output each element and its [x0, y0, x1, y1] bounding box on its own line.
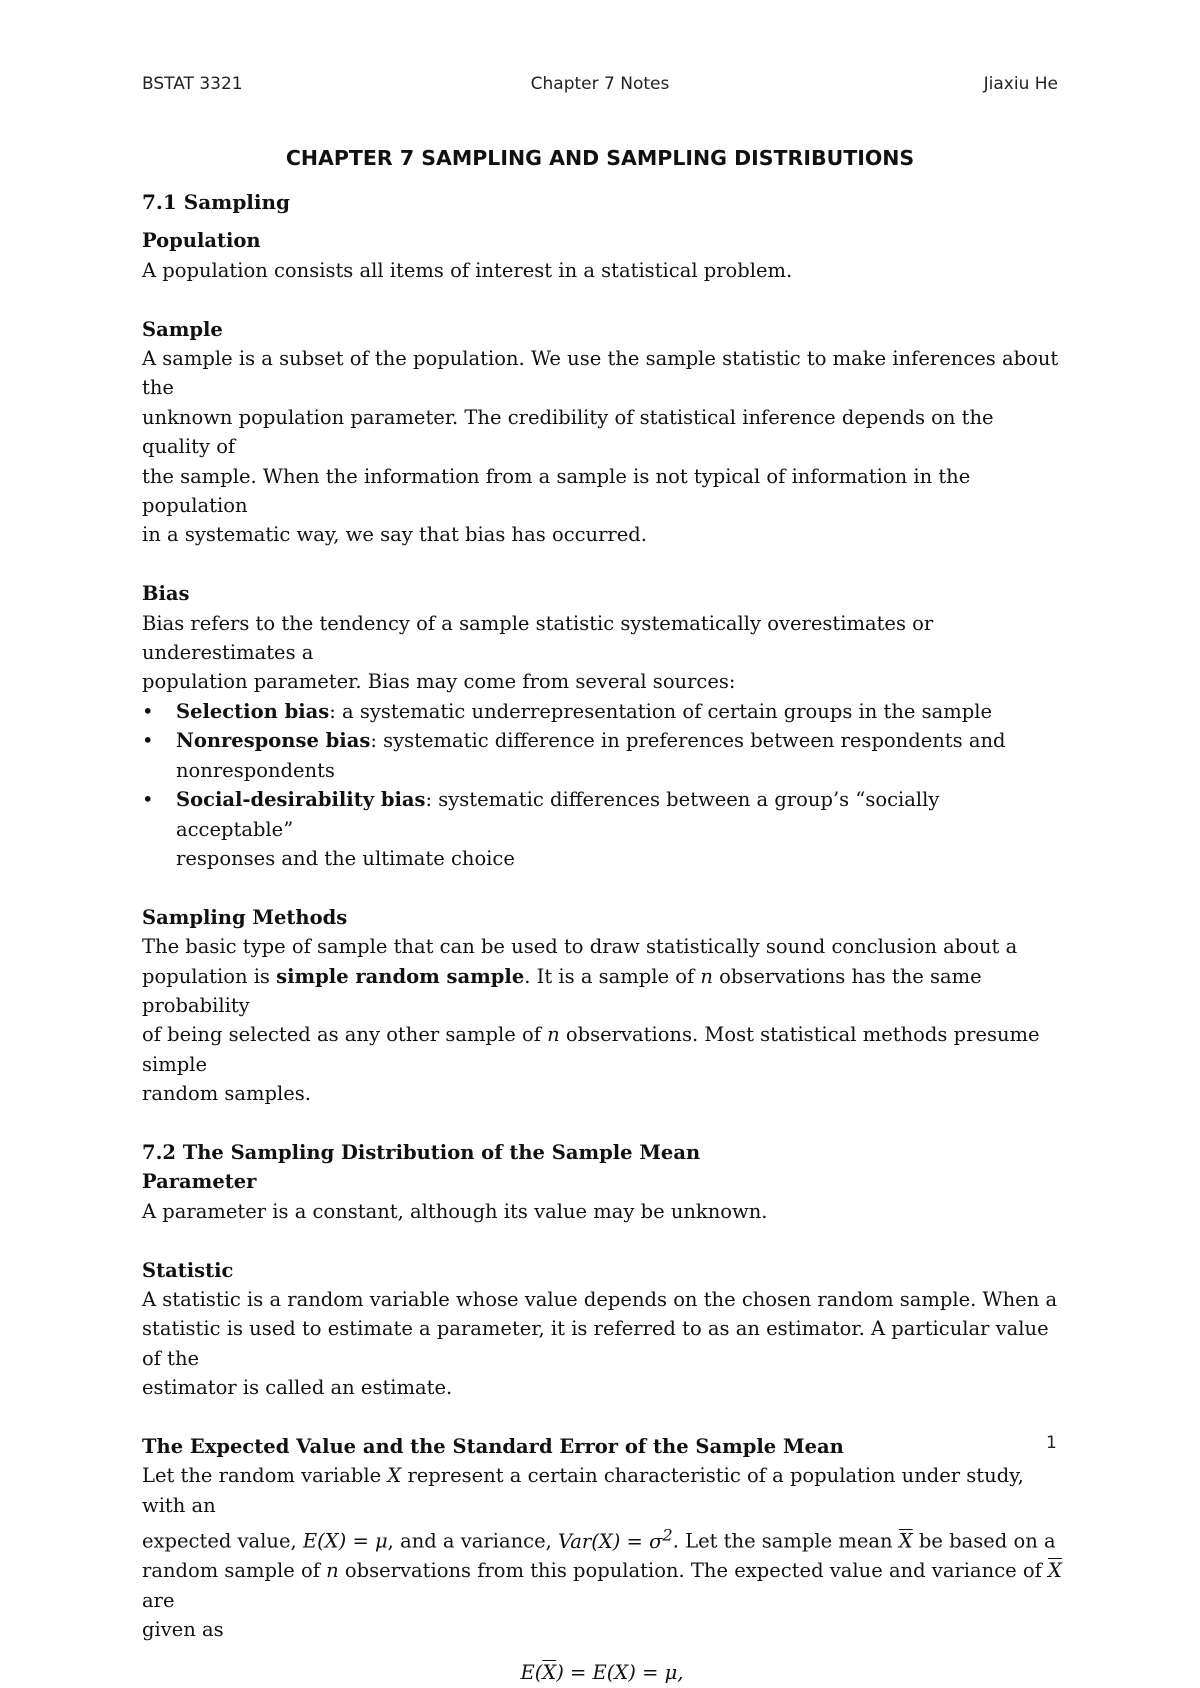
population-heading: Population	[142, 229, 261, 253]
bias-heading: Bias	[142, 582, 190, 606]
expected-line: given as	[142, 1617, 224, 1641]
section-7-1-heading: 7.1 Sampling	[142, 190, 291, 214]
expected-line: random sample of n observations from this population. The expected value and variance of $\overline{X}$ are	[142, 1559, 1062, 1612]
sample-line: A sample is a subset of the population. We use the sample statistic to make inferences about the	[142, 347, 1059, 400]
bias-list	[142, 697, 1062, 873]
bias-line: Bias refers to the tendency of a sample statistic systematically overestimates or underestimates a	[142, 611, 934, 665]
expected-value-equation: $E(\overline{X}) = E(X) = \mu$,	[520, 1661, 684, 1685]
list-item	[142, 697, 1062, 726]
bias-term: Nonresponse bias	[176, 729, 371, 753]
expected-line: Let the random variable X represent a certain characteristic of a population under study, with an	[142, 1464, 1024, 1517]
document-body	[142, 188, 1062, 1688]
math-variance: $Var(X) = \sigma^2$	[558, 1525, 673, 1553]
statistic-line: estimator is called an estimate.	[142, 1376, 453, 1400]
math-n: n	[547, 1023, 560, 1047]
document-title: CHAPTER 7 SAMPLING AND SAMPLING DISTRIBUTIONS	[285, 146, 915, 170]
bias-term: Selection bias	[176, 699, 330, 723]
bias-definition-cont: nonrespondents	[176, 758, 335, 782]
math-n: n	[326, 1559, 339, 1583]
math-Xbar: $\overline{X}$	[898, 1529, 913, 1553]
page-number: 1	[1046, 1433, 1057, 1453]
statistic-line: A statistic is a random variable whose value depends on the chosen random sample. When a	[142, 1287, 1058, 1311]
expected-value-heading: The Expected Value and the Standard Error of the Sample Mean	[142, 1434, 844, 1458]
header-chapter: Chapter 7 Notes	[530, 74, 670, 94]
bullet-icon: •	[142, 699, 154, 723]
bias-definition-cont: responses and the ultimate choice	[176, 846, 515, 870]
sample-line: in a systematic way, we say that bias has occurred.	[142, 523, 647, 547]
sampling-methods-heading: Sampling Methods	[142, 905, 348, 929]
section-7-2-heading: 7.2 The Sampling Distribution of the Sample Mean	[142, 1140, 701, 1164]
methods-line: of being selected as any other sample of n observations. Most statistical methods presume simple	[142, 1023, 1040, 1076]
page-header	[142, 74, 1058, 100]
math-n: n	[700, 964, 713, 988]
term-simple-random-sample: simple random sample	[276, 964, 525, 988]
methods-line: random samples.	[142, 1082, 312, 1106]
bias-definition: : systematic differences between a group’s “socially acceptable”	[176, 788, 940, 841]
statistic-line: statistic is used to estimate a parameter, it is referred to as an estimator. A particular value of the	[142, 1317, 1049, 1370]
sample-line: unknown population parameter. The credibility of statistical inference depends on the quality of	[142, 405, 994, 459]
header-course: BSTAT 3321	[142, 74, 243, 94]
bias-definition: : a systematic underrepresentation of certain groups in the sample	[329, 699, 993, 723]
bias-definition: : systematic difference in preferences between respondents and	[370, 729, 1006, 753]
list-item	[142, 785, 1062, 873]
list-item	[142, 726, 1062, 785]
sample-heading: Sample	[142, 317, 223, 341]
statistic-heading: Statistic	[142, 1258, 234, 1282]
bias-term: Social-desirability bias	[176, 788, 426, 812]
header-author: Jiaxiu He	[983, 74, 1058, 94]
math-X: X	[387, 1464, 402, 1488]
methods-line: The basic type of sample that can be used to draw statistically sound conclusion about a	[142, 935, 1018, 959]
bias-line: population parameter. Bias may come from several sources:	[142, 670, 736, 694]
population-text: A population consists all items of interest in a statistical problem.	[142, 258, 793, 282]
expected-line: expected value, E(X) = μ, and a variance, $Var(X) = \sigma^2$. Let the sample mean $\overline{X}$ be based on a	[142, 1525, 1056, 1553]
parameter-heading: Parameter	[142, 1170, 257, 1194]
bullet-icon: •	[142, 788, 154, 812]
bullet-icon: •	[142, 729, 154, 753]
methods-line: population is simple random sample. It is a sample of n observations has the same probability	[142, 964, 982, 1017]
sample-line: the sample. When the information from a sample is not typical of information in the population	[142, 464, 971, 518]
math-Xbar: $\overline{X}$	[1048, 1559, 1062, 1583]
math-expectation: E(X) = μ	[302, 1529, 388, 1553]
parameter-text: A parameter is a constant, although its value may be unknown.	[142, 1199, 768, 1223]
